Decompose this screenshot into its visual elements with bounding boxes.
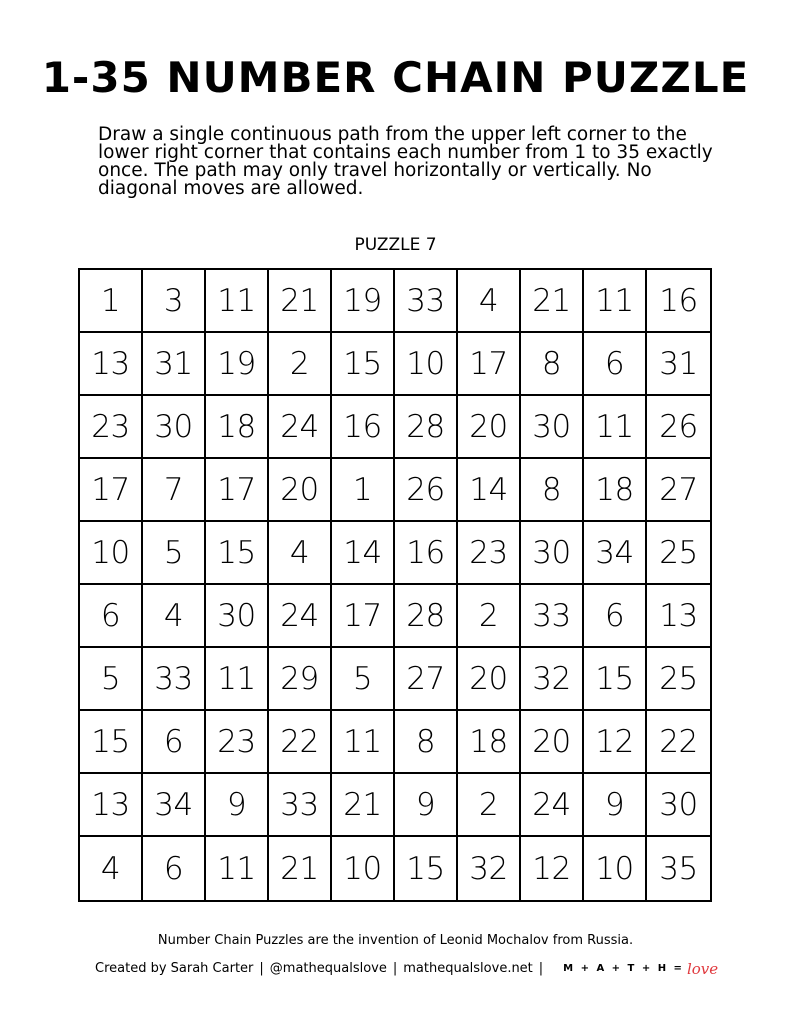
grid-cell: 6 (584, 333, 647, 396)
grid-cell: 11 (206, 648, 269, 711)
grid-cell: 17 (332, 585, 395, 648)
grid-cell: 18 (458, 711, 521, 774)
grid-cell: 16 (395, 522, 458, 585)
credit-note: Number Chain Puzzles are the invention of Leonid Mochalov from Russia. (157, 933, 634, 948)
grid-cell: 15 (206, 522, 269, 585)
grid-cell: 23 (458, 522, 521, 585)
grid-cell: 24 (269, 396, 332, 459)
grid-cell: 31 (647, 333, 710, 396)
grid-cell: 13 (80, 774, 143, 837)
grid-cell: 23 (206, 711, 269, 774)
grid-cell: 16 (332, 396, 395, 459)
grid-cell: 8 (521, 459, 584, 522)
grid-cell: 28 (395, 585, 458, 648)
grid-cell: 32 (521, 648, 584, 711)
grid-cell: 2 (458, 585, 521, 648)
grid-cell: 22 (647, 711, 710, 774)
grid-cell: 34 (143, 774, 206, 837)
grid-cell: 6 (143, 711, 206, 774)
grid-cell: 18 (206, 396, 269, 459)
grid-cell: 5 (143, 522, 206, 585)
grid-cell: 32 (458, 837, 521, 900)
footer (95, 960, 719, 978)
grid-cell: 22 (269, 711, 332, 774)
grid-cell: 4 (458, 270, 521, 333)
grid-cell: 13 (647, 585, 710, 648)
grid-cell: 8 (395, 711, 458, 774)
logo-love: love (686, 960, 719, 978)
grid-cell: 14 (332, 522, 395, 585)
grid-cell: 35 (659, 850, 698, 887)
page-title: 1-35 NUMBER CHAIN PUZZLE (41, 53, 750, 102)
grid-cell: 10 (395, 333, 458, 396)
grid-cell: 9 (206, 774, 269, 837)
footer-separator: | (259, 961, 264, 976)
grid-cell: 2 (269, 333, 332, 396)
grid-cell: 33 (269, 774, 332, 837)
grid-cell: 16 (647, 270, 710, 333)
grid-cell: 6 (80, 585, 143, 648)
grid-cell: 11 (584, 396, 647, 459)
grid-cell: 21 (269, 837, 332, 900)
grid-cell: 24 (521, 774, 584, 837)
grid-cell: 10 (80, 522, 143, 585)
grid-cell: 15 (584, 648, 647, 711)
grid-cell: 30 (206, 585, 269, 648)
logo-text: M + A + T + H = (563, 963, 684, 974)
grid-cell: 12 (521, 837, 584, 900)
grid-cell: 33 (521, 585, 584, 648)
grid-cell: 5 (80, 648, 143, 711)
grid-cell: 9 (584, 774, 647, 837)
grid-cell: 1 (80, 270, 143, 333)
grid-cell: 21 (269, 270, 332, 333)
grid-cell: 10 (332, 837, 395, 900)
number-chain-grid (78, 268, 712, 902)
grid-cell: 11 (584, 270, 647, 333)
grid-cell: 27 (647, 459, 710, 522)
grid-cell: 33 (395, 270, 458, 333)
grid-cell: 19 (332, 270, 395, 333)
footer-site: mathequalslove.net (403, 961, 533, 976)
grid-cell: 13 (80, 333, 143, 396)
puzzle-label: PUZZLE 7 (354, 235, 437, 255)
grid-cell: 25 (647, 522, 710, 585)
footer-author: Created by Sarah Carter (95, 961, 254, 976)
footer-separator: | (392, 961, 398, 976)
grid-cell: 28 (395, 396, 458, 459)
grid-cell: 29 (269, 648, 332, 711)
grid-cell: 7 (143, 459, 206, 522)
grid-cell: 3 (143, 270, 206, 333)
math-equals-love-logo (563, 960, 718, 978)
grid-cell: 6 (584, 585, 647, 648)
grid-cell: 11 (206, 270, 269, 333)
grid-cell: 21 (521, 270, 584, 333)
grid-cell: 20 (458, 396, 521, 459)
grid-cell: 25 (647, 648, 710, 711)
grid-cell: 33 (143, 648, 206, 711)
grid-cell: 20 (458, 648, 521, 711)
grid-cell: 8 (521, 333, 584, 396)
grid-cell: 17 (458, 333, 521, 396)
grid-cell: 15 (332, 333, 395, 396)
grid-cell: 31 (143, 333, 206, 396)
footer-handle: @mathequalslove (269, 961, 387, 976)
grid-cell: 19 (206, 333, 269, 396)
grid-cell: 11 (206, 837, 269, 900)
grid-cell: 11 (332, 711, 395, 774)
grid-cell: 20 (269, 459, 332, 522)
grid-cell: 17 (206, 459, 269, 522)
grid-cell: 4 (269, 522, 332, 585)
grid-cell: 15 (395, 837, 458, 900)
grid-cell: 6 (143, 837, 206, 900)
grid-cell: 30 (521, 522, 584, 585)
grid-cell: 20 (521, 711, 584, 774)
grid-cell: 4 (80, 837, 143, 900)
grid-cell: 14 (458, 459, 521, 522)
grid-cell: 30 (647, 774, 710, 837)
grid-cell: 1 (332, 459, 395, 522)
grid-cell: 34 (584, 522, 647, 585)
grid-cell: 12 (584, 711, 647, 774)
footer-separator: | (538, 961, 544, 976)
grid-cell: 18 (584, 459, 647, 522)
grid-cell: 17 (80, 459, 143, 522)
grid-cell: 5 (332, 648, 395, 711)
grid-cell: 10 (584, 837, 647, 900)
grid-cell: 2 (458, 774, 521, 837)
grid-cell: 30 (143, 396, 206, 459)
grid-cell: 27 (395, 648, 458, 711)
grid-cell: 15 (80, 711, 143, 774)
grid-cell: 26 (647, 396, 710, 459)
grid-cell: 23 (80, 396, 143, 459)
grid-cell: 30 (521, 396, 584, 459)
grid-cell: 9 (395, 774, 458, 837)
grid-cell: 24 (269, 585, 332, 648)
instructions-text: Draw a single continuous path from the upper left corner to the lower right corner that contains each number from 1 to 35 exactly once. The path may only travel horizontally or vertically. No diagonal moves are allowed. (98, 124, 713, 199)
grid-cell: 21 (332, 774, 395, 837)
grid-cell: 26 (395, 459, 458, 522)
grid-cell: 4 (143, 585, 206, 648)
